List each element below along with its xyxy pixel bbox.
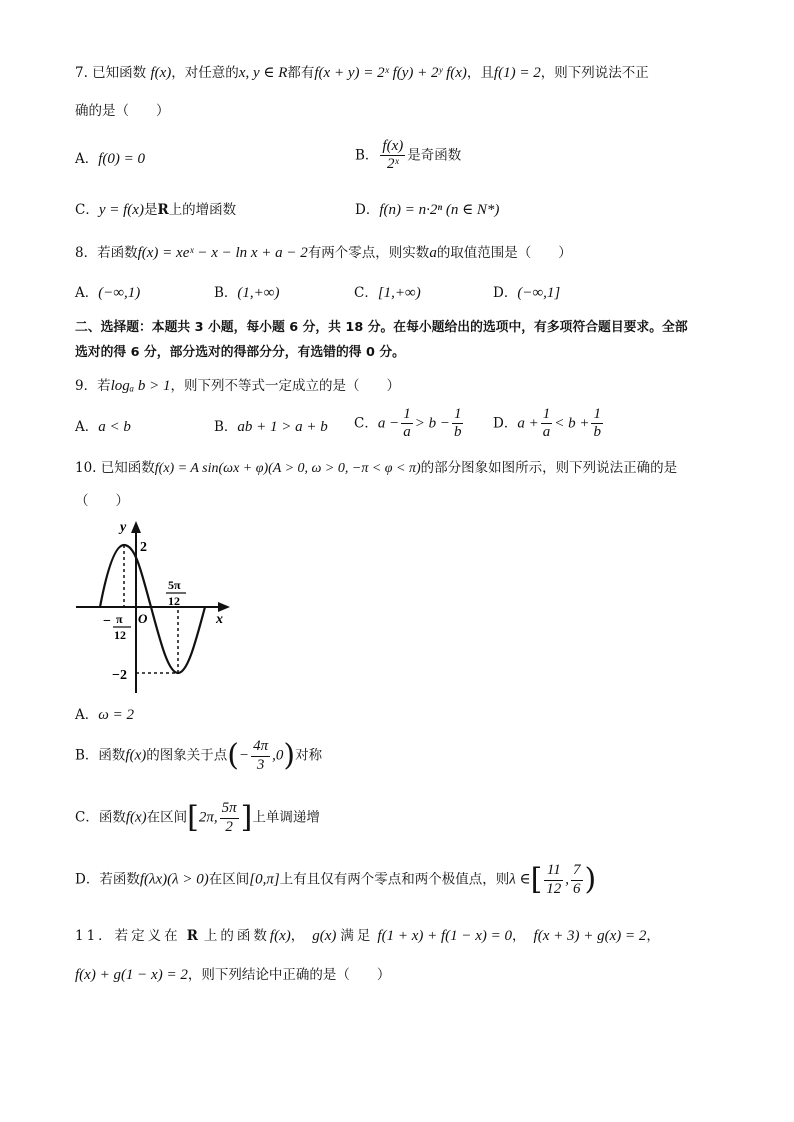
tick-left-sign: − — [103, 614, 111, 629]
origin-label: O — [138, 611, 148, 626]
x-axis-label: x — [216, 612, 223, 627]
q10-option-c: C．函数f(x)在区间[2π, $\frac{5\pi}{2}$ ]上单调递增 — [75, 800, 320, 835]
section-heading-line1: 二、选择题：本题共 3 小题，每小题 6 分，共 18 分。在每小题给出的选项中，有多项符合题目要求。全部 — [75, 320, 688, 335]
q7-option-b: B． $\frac{f(x)}{\text{2ˣ}}$ 是奇函数 — [355, 138, 462, 173]
sine-curve — [100, 545, 205, 673]
y-axis-label: y — [120, 520, 127, 535]
q10-stem: 10. 已知函数f(x) = A sin(ωx + φ)(A > 0, ω > 0, −π < φ < π)的部分图象如图所示，则下列说法正确的是 — [75, 460, 678, 476]
max-label: 2 — [140, 540, 147, 555]
q7-stem-cont: 确的是（ ） — [75, 103, 170, 119]
q11-stem-line2: f(x) + g(1 − x) = 2，则下列结论中正确的是（ ） — [75, 967, 391, 983]
q9-option-d: D．a + $\frac{1}{a}$ < b + $\frac{1}{b}$ — [493, 406, 601, 441]
sine-graph — [70, 515, 240, 695]
q8-option-b: B．(1,+∞) — [214, 285, 280, 301]
q8-stem: 8．若函数f(x) = xeˣ − x − ln x + a − 2有两个零点，则实数a的取值范围是（ ） — [75, 245, 572, 261]
min-label: −2 — [112, 668, 127, 683]
q8-option-c: C．[1,+∞) — [354, 285, 421, 301]
q10-option-b: B．函数f(x)的图象关于点(− $\frac{4\pi}{3}$ ,0)对称 — [75, 738, 323, 773]
q10-stem-cont: （ ） — [75, 493, 129, 509]
q9-stem: 9．若logₐ b > 1，则下列不等式一定成立的是（ ） — [75, 378, 401, 394]
q11-stem-line1: 11．若定义在 R 上的函数f(x)， g(x) 满足 f(1 + x) + f(1 − x) = 0， f(x + 3) + g(x) = 2， — [75, 928, 660, 944]
q7-option-c: C．y = f(x)是R上的增函数 — [75, 202, 237, 218]
q7-option-a: A．f(0) = 0 — [75, 151, 146, 167]
q9-option-a: A．a < b — [75, 419, 131, 435]
q10-option-d: D．若函数f(λx)(λ > 0)在区间[0,π]上有且仅有两个零点和两个极值点，则λ ∈[ $\frac{11}{12}$ , $\frac{7}{6}$ ) — [75, 862, 597, 897]
q9-option-b: B．ab + 1 > a + b — [214, 419, 328, 435]
q8-option-a: A．(−∞,1) — [75, 285, 141, 301]
tick-right-den: 12 — [168, 594, 180, 608]
tick-left-den: 12 — [114, 628, 126, 642]
q7-option-d: D．f(n) = n·2ⁿ (n ∈ N*) — [355, 202, 500, 218]
q9-option-c: C．a − $\frac{1}{a}$ > b − $\frac{1}{b}$ — [354, 406, 462, 441]
y-axis-arrow — [131, 521, 141, 533]
q8-option-d: D．(−∞,1] — [493, 285, 561, 301]
tick-left-num: π — [116, 612, 123, 626]
tick-right-num: 5π — [168, 578, 181, 592]
q7-stem: 7. 已知函数 f(x)，对任意的x, y ∈ R都有f(x + y) = 2ˣ f(y) + 2ʸ f(x)，且f(1) = 2，则下列说法不正 — [75, 65, 649, 81]
x-axis-arrow — [218, 602, 230, 612]
section-heading-line2: 选对的得 6 分，部分选对的得部分分，有选错的得 0 分。 — [75, 345, 405, 360]
q10-option-a: A．ω = 2 — [75, 707, 134, 723]
